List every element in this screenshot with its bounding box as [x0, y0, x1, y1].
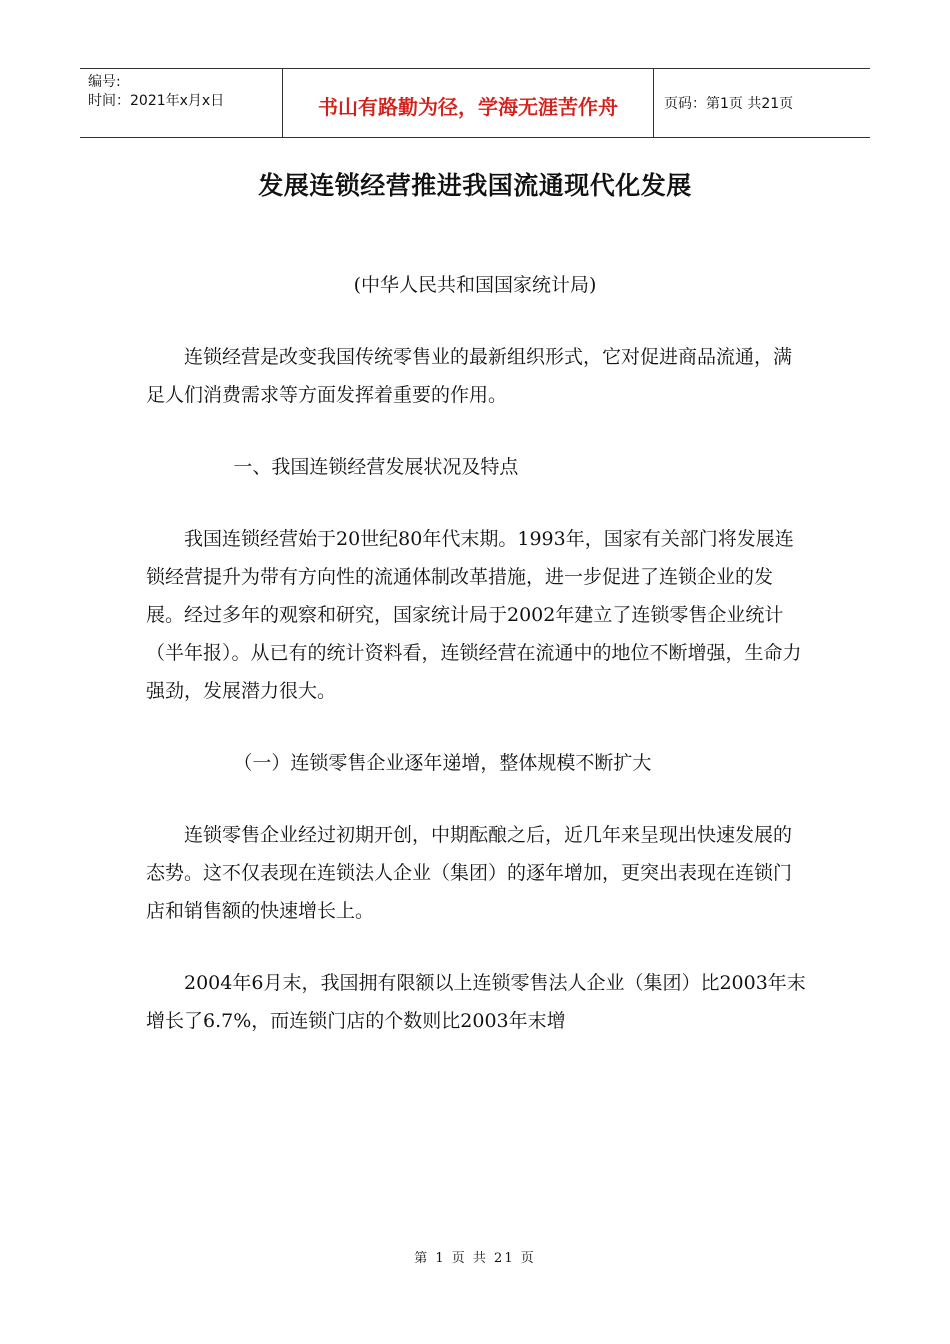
header-motto: 书山有路勤为径，学海无涯苦作舟 — [282, 69, 654, 137]
document-title: 发展连锁经营推进我国流通现代化发展 — [258, 171, 692, 200]
section-heading: 一、我国连锁经营发展状况及特点 — [233, 456, 519, 478]
paragraph-history: 我国连锁经营始于20世纪80年代末期。1993年，国家有关部门将发展连锁经营提升为带有方向性的流通体制改革措施，进一步促进了连锁企业的发展。经过多年的观察和研究，国家统计局于2002年建立了连锁零售企业统计（半年报）。从已有的统计资料看，连锁经营在流通中的地位不断增强，生命力强劲，发展潜力很大。 — [146, 528, 802, 702]
page-footer: 第 1 页 共 21 页 — [414, 1251, 536, 1266]
document-body — [146, 338, 806, 1074]
subsection-heading: （一）连锁零售企业逐年递增，整体规模不断扩大 — [233, 752, 652, 774]
page-header — [80, 68, 870, 138]
paragraph-statistics: 2004年6月末，我国拥有限额以上连锁零售法人企业（集团）比2003年末增长了6.7%，而连锁门店的个数则比2003年末增 — [146, 972, 806, 1032]
document-subtitle: (中华人民共和国国家统计局) — [353, 274, 597, 296]
paragraph-growth: 连锁零售企业经过初期开创，中期酝酿之后，近几年来呈现出快速发展的态势。这不仅表现在连锁法人企业（集团）的逐年增加，更突出表现在连锁门店和销售额的快速增长上。 — [146, 824, 793, 922]
header-meta — [80, 69, 282, 137]
number-label: 编号: — [88, 74, 121, 90]
paragraph-intro: 连锁经营是改变我国传统零售业的最新组织形式，它对促进商品流通，满足人们消费需求等方面发挥着重要的作用。 — [146, 346, 793, 406]
header-page-info: 页码：第1页 共21页 — [664, 96, 794, 112]
time-label: 时间：2021年x月x日 — [88, 93, 225, 109]
